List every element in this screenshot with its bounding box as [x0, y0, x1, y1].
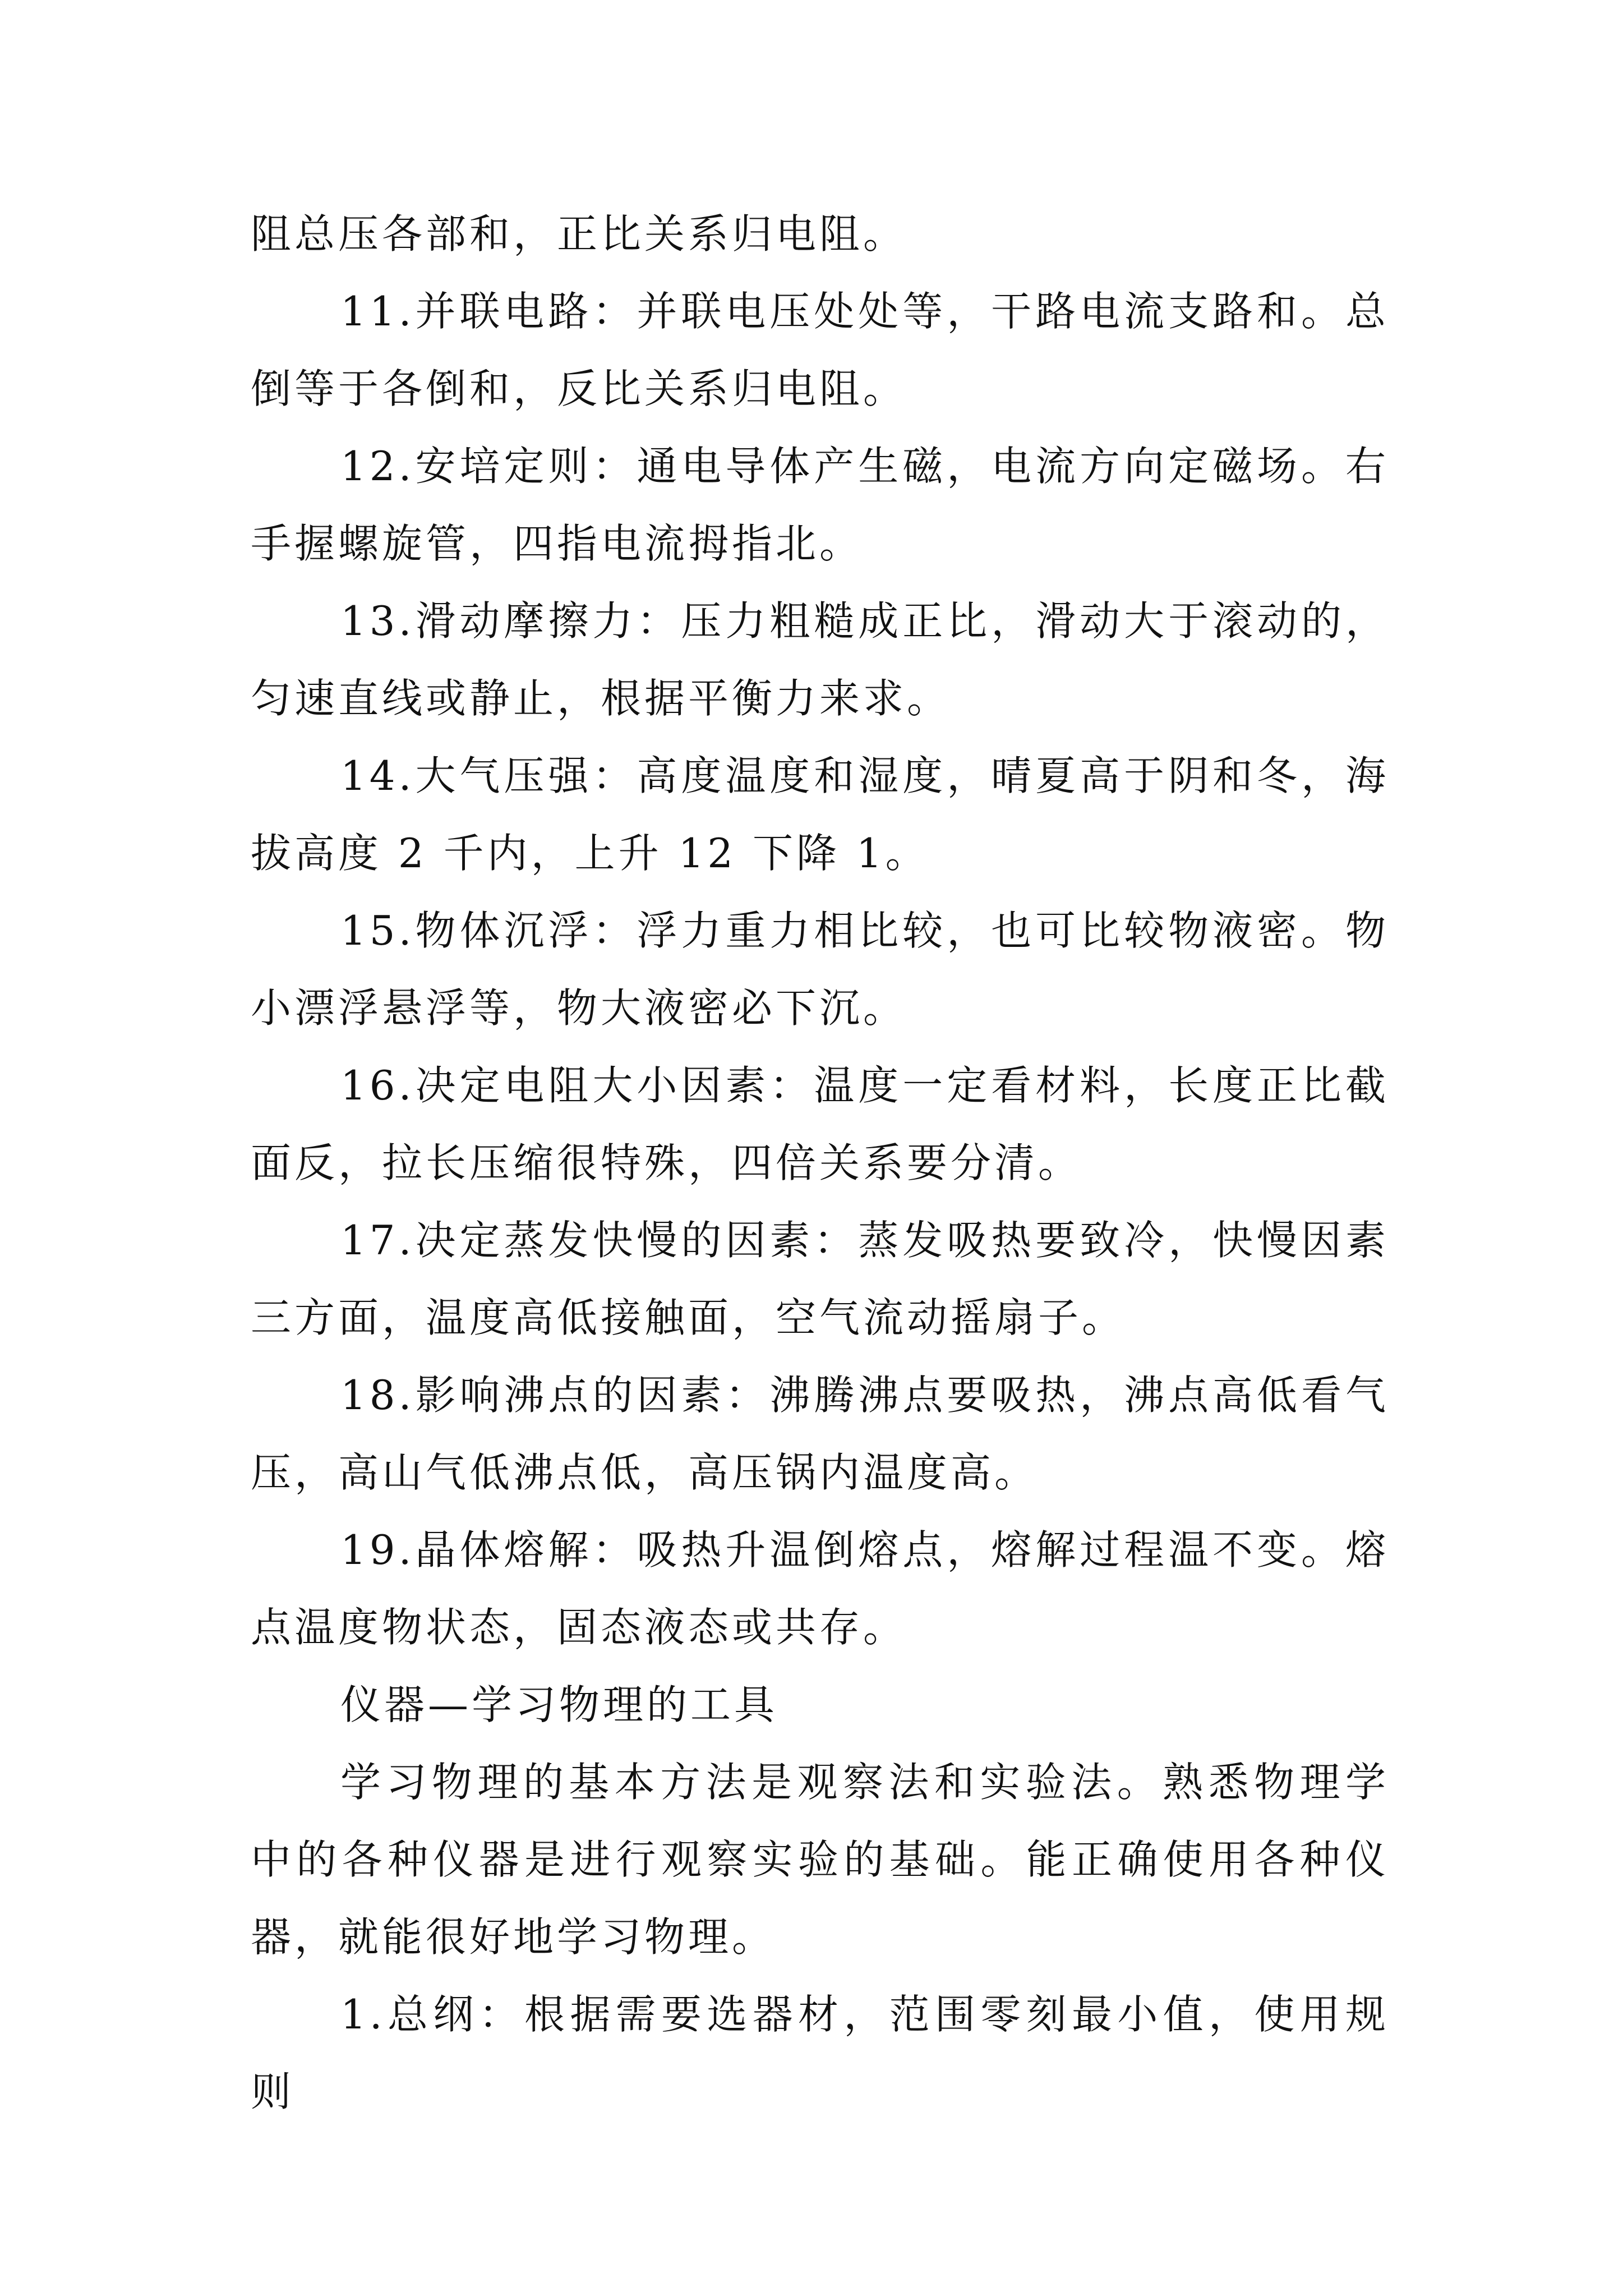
paragraph-item-16: 16.决定电阻大小因素：温度一定看材料，长度正比截面反，拉长压缩很特殊，四倍关系要分清。: [251, 1062, 1389, 1186]
paragraph-item-14: 14.大气压强：高度温度和湿度，晴夏高于阴和冬，海拔高度 2 千内，上升 12 下降 1。: [251, 752, 1389, 877]
paragraph-intro: 学习物理的基本方法是观察法和实验法。熟悉物理学中的各种仪器是进行观察实验的基础。能正确使用各种仪器，就能很好地学习物理。: [251, 1759, 1389, 1961]
paragraph-continuation: 阻总压各部和，正比关系归电阻。: [251, 210, 907, 257]
paragraph-item-17: 17.决定蒸发快慢的因素：蒸发吸热要致冷，快慢因素三方面，温度高低接触面，空气流动摇扇子。: [251, 1217, 1389, 1341]
paragraph-item-13: 13.滑动摩擦力：压力粗糙成正比，滑动大于滚动的，匀速直线或静止，根据平衡力来求。: [251, 597, 1389, 722]
paragraph-item-1: 1.总纲：根据需要选器材，范围零刻最小值，使用规则: [251, 1991, 1389, 2115]
paragraph-item-11: 11.并联电路：并联电压处处等，干路电流支路和。总倒等于各倒和，反比关系归电阻。: [251, 288, 1389, 412]
paragraph-item-18: 18.影响沸点的因素：沸腾沸点要吸热，沸点高低看气压，高山气低沸点低，高压锅内温度高。: [251, 1372, 1389, 1496]
document-body: [251, 195, 1389, 2131]
paragraph-item-19: 19.晶体熔解：吸热升温倒熔点，熔解过程温不变。熔点温度物状态，固态液态或共存。: [251, 1526, 1389, 1651]
section-heading: 仪器—学习物理的工具: [340, 1681, 778, 1728]
paragraph-item-15: 15.物体沉浮：浮力重力相比较，也可比较物液密。物小漂浮悬浮等，物大液密必下沉。: [251, 907, 1389, 1032]
paragraph-item-12: 12.安培定则：通电导体产生磁，电流方向定磁场。右手握螺旋管，四指电流拇指北。: [251, 443, 1389, 567]
